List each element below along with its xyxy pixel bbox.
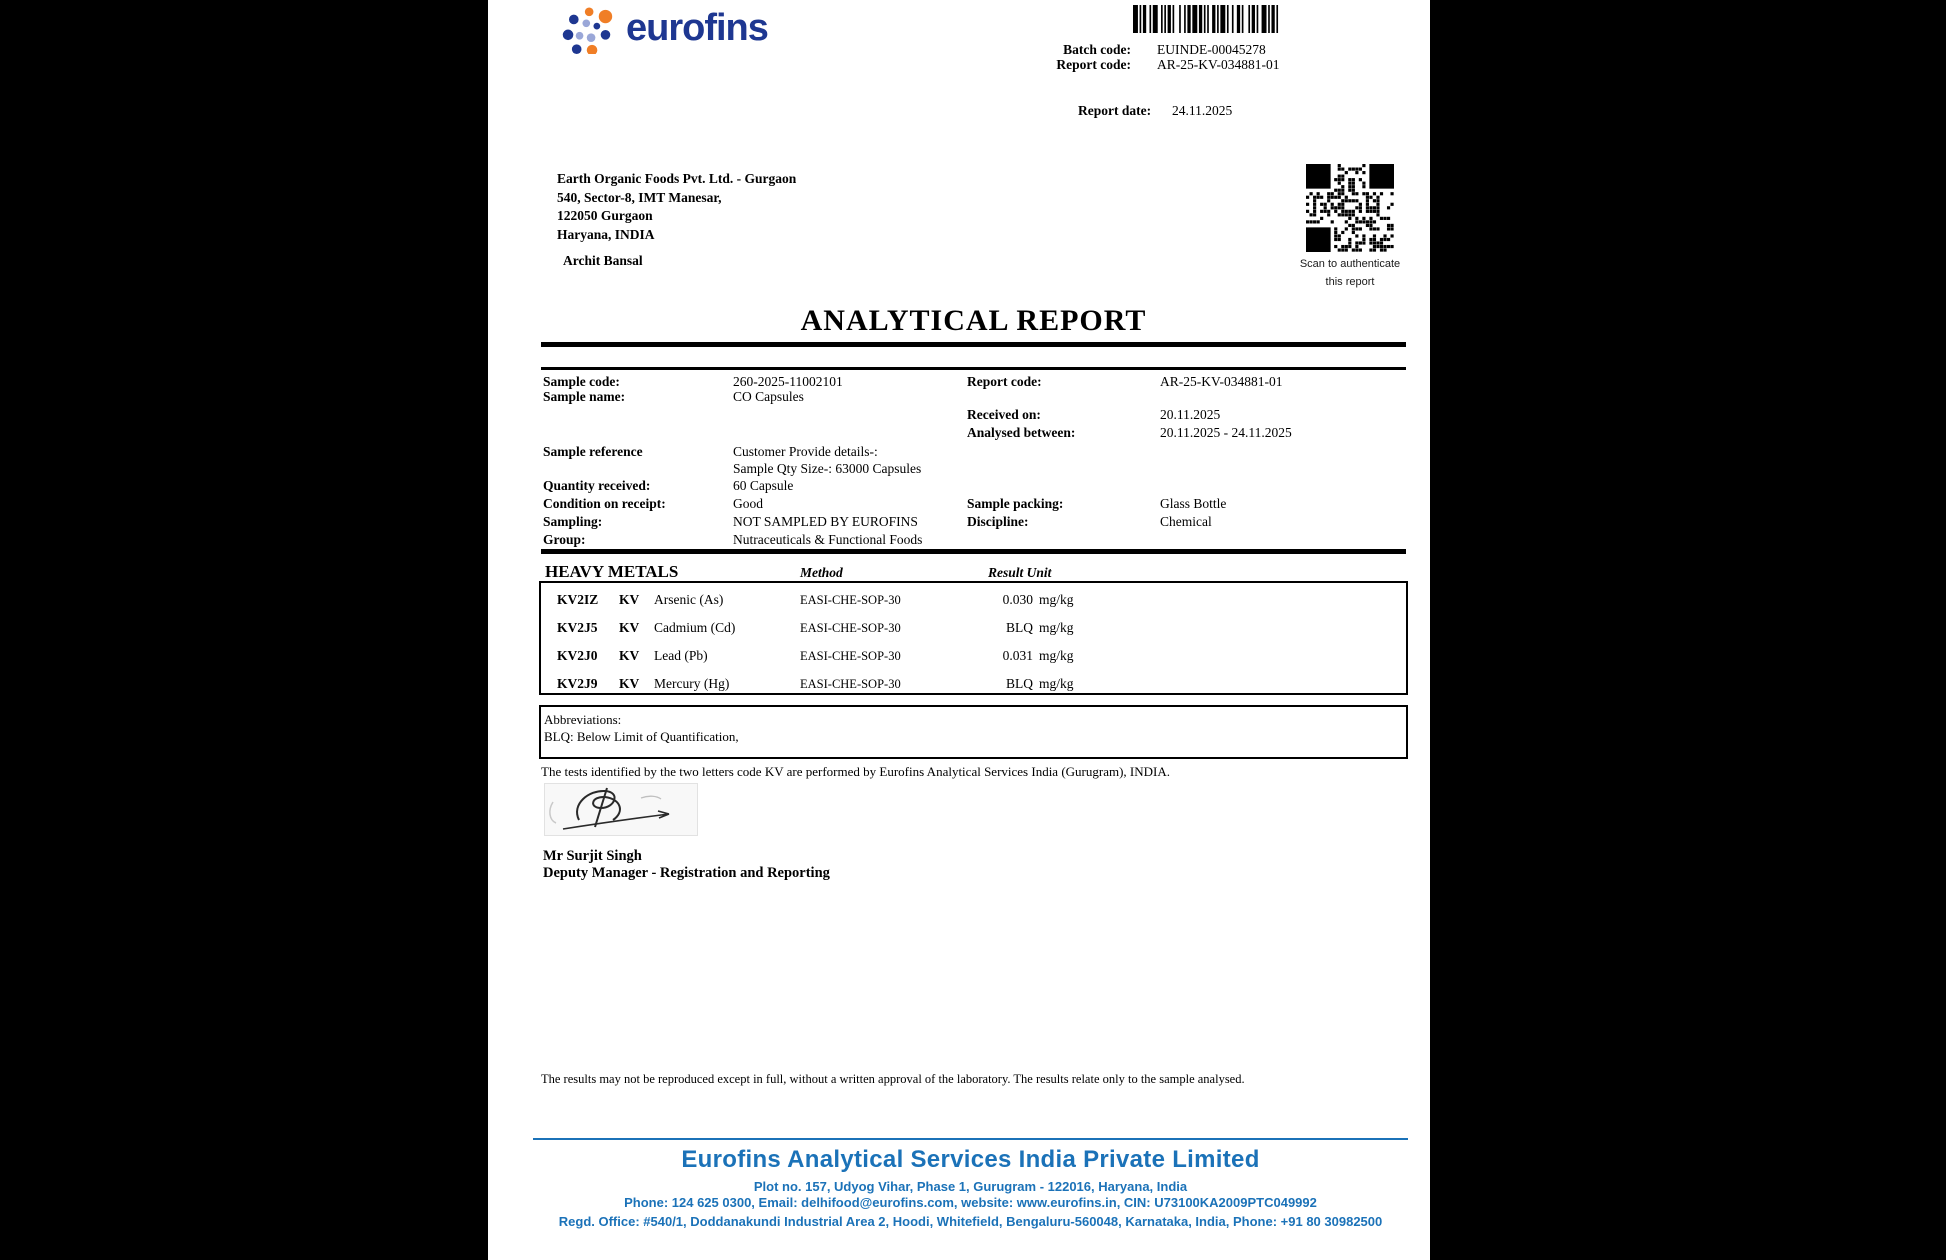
- eurofins-logo-text: eurofins: [626, 7, 768, 49]
- abbreviation-blq: BLQ: Below Limit of Quantification,: [544, 729, 739, 744]
- footer-rule: [533, 1138, 1408, 1140]
- result-value: BLQ: [1006, 676, 1033, 691]
- test-code: KV2J9: [557, 676, 598, 691]
- recipient-city: 122050 Gurgaon: [557, 208, 653, 223]
- result-value: 0.031: [1002, 648, 1033, 663]
- parameter: Mercury (Hg): [654, 676, 730, 691]
- recipient-address: [557, 170, 796, 244]
- parameter: Lead (Pb): [654, 648, 708, 663]
- analysed-between-value: 20.11.2025 - 24.11.2025: [1160, 425, 1292, 440]
- method-column-header: Method: [800, 565, 843, 580]
- result-unit: mg/kg: [1039, 648, 1074, 663]
- abbreviations-title: Abbreviations:: [544, 712, 622, 727]
- footer-address-line1: Plot no. 157, Udyog Vihar, Phase 1, Gurugram - 122016, Haryana, India: [753, 1179, 1188, 1194]
- discipline-value: Chemical: [1160, 514, 1212, 529]
- lab-code: KV: [619, 592, 640, 607]
- sample-code-value: 260-2025-11002101: [733, 374, 843, 389]
- recipient-state: Haryana, INDIA: [557, 226, 655, 242]
- sampling-value: NOT SAMPLED BY EUROFINS: [733, 514, 918, 529]
- sample-section-rule: [541, 367, 1406, 370]
- qr-caption-line2: this report: [1325, 276, 1375, 288]
- signature-image: [544, 783, 698, 836]
- sample-packing-label: Sample packing:: [967, 496, 1064, 511]
- method: EASI-CHE-SOP-30: [800, 593, 901, 607]
- recipient-name: Earth Organic Foods Pvt. Ltd. - Gurgaon: [557, 171, 797, 186]
- discipline-label: Discipline:: [967, 514, 1029, 529]
- report-date-label: Report date:: [1078, 103, 1152, 118]
- sampling-label: Sampling:: [543, 514, 603, 529]
- footer-address-line3: Regd. Office: #540/1, Doddanakundi Industrial Area 2, Hoodi, Whitefield, Bengaluru-560048, Karnataka, India, Phone: +91 80 30982500: [558, 1214, 1383, 1229]
- signature-scribble-icon: [545, 784, 697, 835]
- quantity-received-value: 60 Capsule: [733, 478, 794, 493]
- group-label: Group:: [543, 532, 586, 547]
- result-unit: mg/kg: [1039, 620, 1074, 635]
- parameter: Cadmium (Cd): [654, 620, 736, 635]
- method: EASI-CHE-SOP-30: [800, 649, 901, 663]
- qr-caption: [1266, 255, 1434, 291]
- title-rule: [541, 342, 1406, 347]
- report-code-value-2: AR-25-KV-034881-01: [1160, 374, 1283, 389]
- sample-code-label: Sample code:: [543, 374, 620, 389]
- test-code: KV2J0: [557, 648, 598, 663]
- report-code-value: AR-25-KV-034881-01: [1157, 57, 1280, 72]
- analysed-between-label: Analysed between:: [967, 425, 1076, 440]
- page-title: ANALYTICAL REPORT: [800, 304, 1147, 337]
- barcode: [1133, 5, 1283, 33]
- batch-code-label: Batch code:: [1063, 42, 1131, 57]
- result-unit: mg/kg: [1039, 676, 1074, 691]
- recipient-contact: Archit Bansal: [563, 253, 643, 268]
- recipient-street: 540, Sector-8, IMT Manesar,: [557, 189, 722, 205]
- disclaimer: The results may not be reproduced except in full, without a written approval of the laboratory. The results relate only to the sample analysed.: [541, 1072, 1245, 1086]
- test-code: KV2IZ: [557, 592, 599, 607]
- received-on-label: Received on:: [967, 407, 1041, 422]
- sample-reference-value-1: Customer Provide details-:: [733, 444, 878, 459]
- sample-reference-value-2: Sample Qty Size-: 63000 Capsules: [733, 461, 922, 476]
- sample-name-label: Sample name:: [543, 389, 626, 404]
- method: EASI-CHE-SOP-30: [800, 677, 901, 691]
- signatory-role: Deputy Manager - Registration and Reporting: [543, 865, 830, 881]
- lab-code: KV: [619, 648, 640, 663]
- method: EASI-CHE-SOP-30: [800, 621, 901, 635]
- eurofins-logo-mark-icon: [562, 6, 624, 54]
- results-section-rule: [541, 549, 1406, 554]
- sample-packing-value: Glass Bottle: [1160, 496, 1227, 511]
- parameter: Arsenic (As): [654, 592, 724, 607]
- qr-caption-line1: Scan to authenticate: [1299, 258, 1401, 270]
- results-section-title: HEAVY METALS: [545, 562, 679, 581]
- result-value: BLQ: [1006, 620, 1033, 635]
- footer-company-name: Eurofins Analytical Services India Private Limited: [681, 1146, 1260, 1173]
- quantity-received-label: Quantity received:: [543, 478, 651, 493]
- qr-code: [1306, 164, 1394, 252]
- result-unit-column-header: Result Unit: [988, 565, 1052, 580]
- lab-code: KV: [619, 620, 640, 635]
- result-value: 0.030: [1002, 592, 1033, 607]
- kv-note: The tests identified by the two letters code KV are performed by Eurofins Analytical Services India (Gurugram), INDIA.: [541, 764, 1170, 779]
- report-code-label: Report code:: [1056, 57, 1131, 72]
- received-on-value: 20.11.2025: [1160, 407, 1221, 422]
- signatory-name: Mr Surjit Singh: [543, 848, 642, 864]
- report-date-value: 24.11.2025: [1172, 103, 1233, 118]
- lab-code: KV: [619, 676, 640, 691]
- report-page: [488, 0, 1430, 1260]
- footer-address-line2: Phone: 124 625 0300, Email: delhifood@eurofins.com, website: www.eurofins.in, CIN: U73100KA2009PTC049992: [624, 1195, 1317, 1210]
- condition-label: Condition on receipt:: [543, 496, 666, 511]
- sample-name-value: CO Capsules: [733, 389, 804, 404]
- test-code: KV2J5: [557, 620, 598, 635]
- result-unit: mg/kg: [1039, 592, 1074, 607]
- condition-value: Good: [733, 496, 763, 511]
- batch-code-value: EUINDE-00045278: [1157, 42, 1266, 57]
- sample-reference-label: Sample reference: [543, 444, 643, 459]
- report-code-label-2: Report code:: [967, 374, 1042, 389]
- group-value: Nutraceuticals & Functional Foods: [733, 532, 923, 547]
